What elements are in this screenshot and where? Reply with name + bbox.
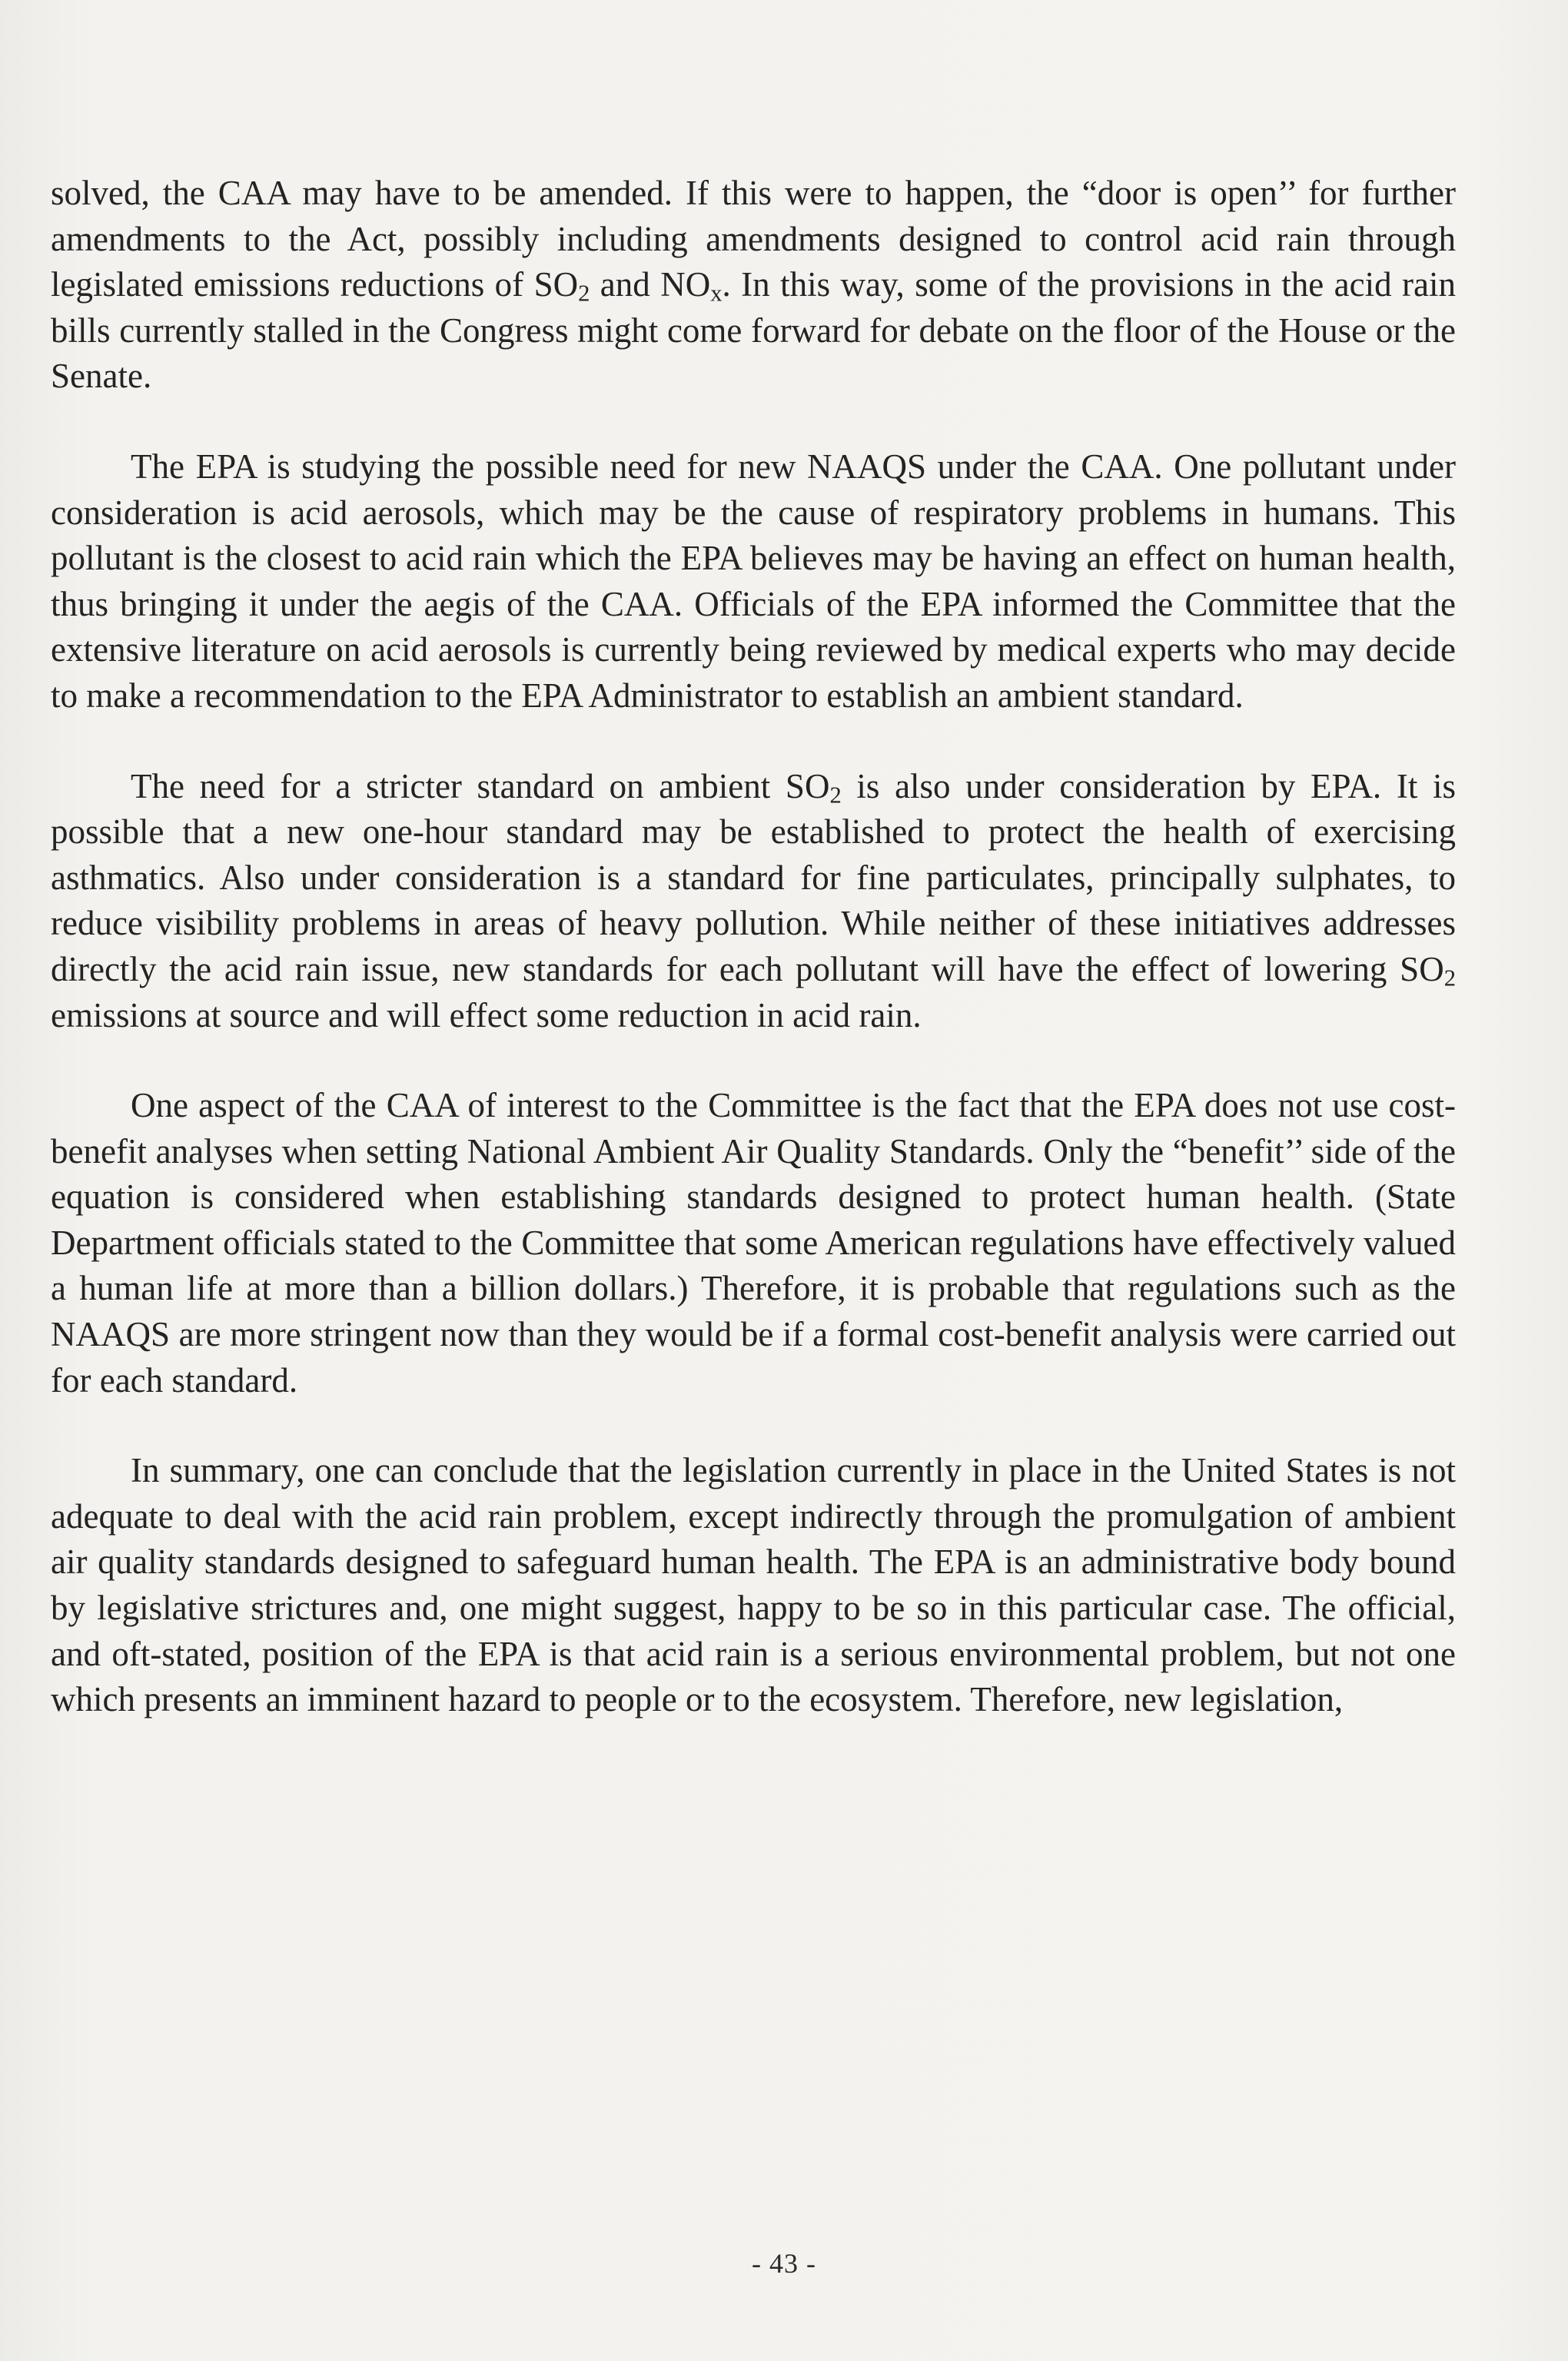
page-number: - 43 - [752, 2248, 816, 2279]
paragraph-1 [51, 171, 1456, 400]
paragraph-3-part-c: emissions at source and will effect some reduction in acid rain. [51, 995, 922, 1034]
paragraph-5: In summary, one can conclude that the legislation currently in place in the United States is not adequate to deal with the acid rain problem, except indirectly through the promulgation of ambient air quality standards designed to safeguard human health. The EPA is an administrative body bound by legislative strictures and, one might suggest, happy to be so in this particular case. The official, and oft-stated, position of the EPA is that acid rain is a serious environmental problem, but not one which presents an imminent hazard to people or to the ecosystem. Therefore, new legislation, [51, 1451, 1456, 1719]
so2-subscript: 2 [578, 280, 590, 307]
paragraph-3 [51, 764, 1456, 1039]
paragraph-1-part-c: . In this way, some of the provisions in the acid rain bills currently stalled in the Congress might come forward for debate on the floor of the House or the Senate. [51, 265, 1457, 396]
paragraph-1-part-b: and NO [590, 265, 711, 304]
so2-subscript: 2 [1443, 965, 1456, 991]
paragraph-3-part-b: is also under consideration by EPA. It is possible that a new one-hour standard may be established to protect the health of exercising asthmatics. Also under consideration is a standard for fine particulates, principally sulphates, to reduce visibility problems in areas of heavy pollution. While neither of these initiatives addresses directly the acid rain issue, new standards for each pollutant will have the effect of lowering SO [51, 766, 1456, 988]
paragraph-3-part-a: The need for a stricter standard on ambient SO [131, 766, 830, 805]
paragraph-4: One aspect of the CAA of interest to the Committee is the fact that the EPA does not use cost-benefit analyses when setting National Ambient Air Quality Standards. Only the “benefit’’ side of the equation is considered when establishing standards designed to protect human health. (State Department officials stated to the Committee that some American regulations have effectively valued a human life at more than a billion dollars.) Therefore, it is probable that regulations such as the NAAQS are more stringent now than they would be if a formal cost-benefit analysis were carried out for each standard. [51, 1086, 1456, 1400]
nox-subscript: x [710, 280, 723, 307]
paragraph-2: The EPA is studying the possible need for new NAAQS under the CAA. One pollutant under consideration is acid aerosols, which may be the cause of respiratory problems in humans. This pollutant is the closest to acid rain which the EPA believes may be having an effect on human health, thus bringing it under the aegis of the CAA. Officials of the EPA informed the Committee that the extensive literature on acid aerosols is currently being reviewed by medical experts who may decide to make a recommendation to the EPA Administrator to establish an ambient standard. [51, 447, 1456, 715]
body-text [51, 171, 1456, 1723]
so2-subscript: 2 [829, 782, 842, 809]
paragraph-1-part-a: solved, the CAA may have to be amended. If this were to happen, the “door is open’’ for further amendments to the Act, possibly including amendments designed to control acid rain through legislated emissions reductions of SO [51, 174, 1456, 304]
